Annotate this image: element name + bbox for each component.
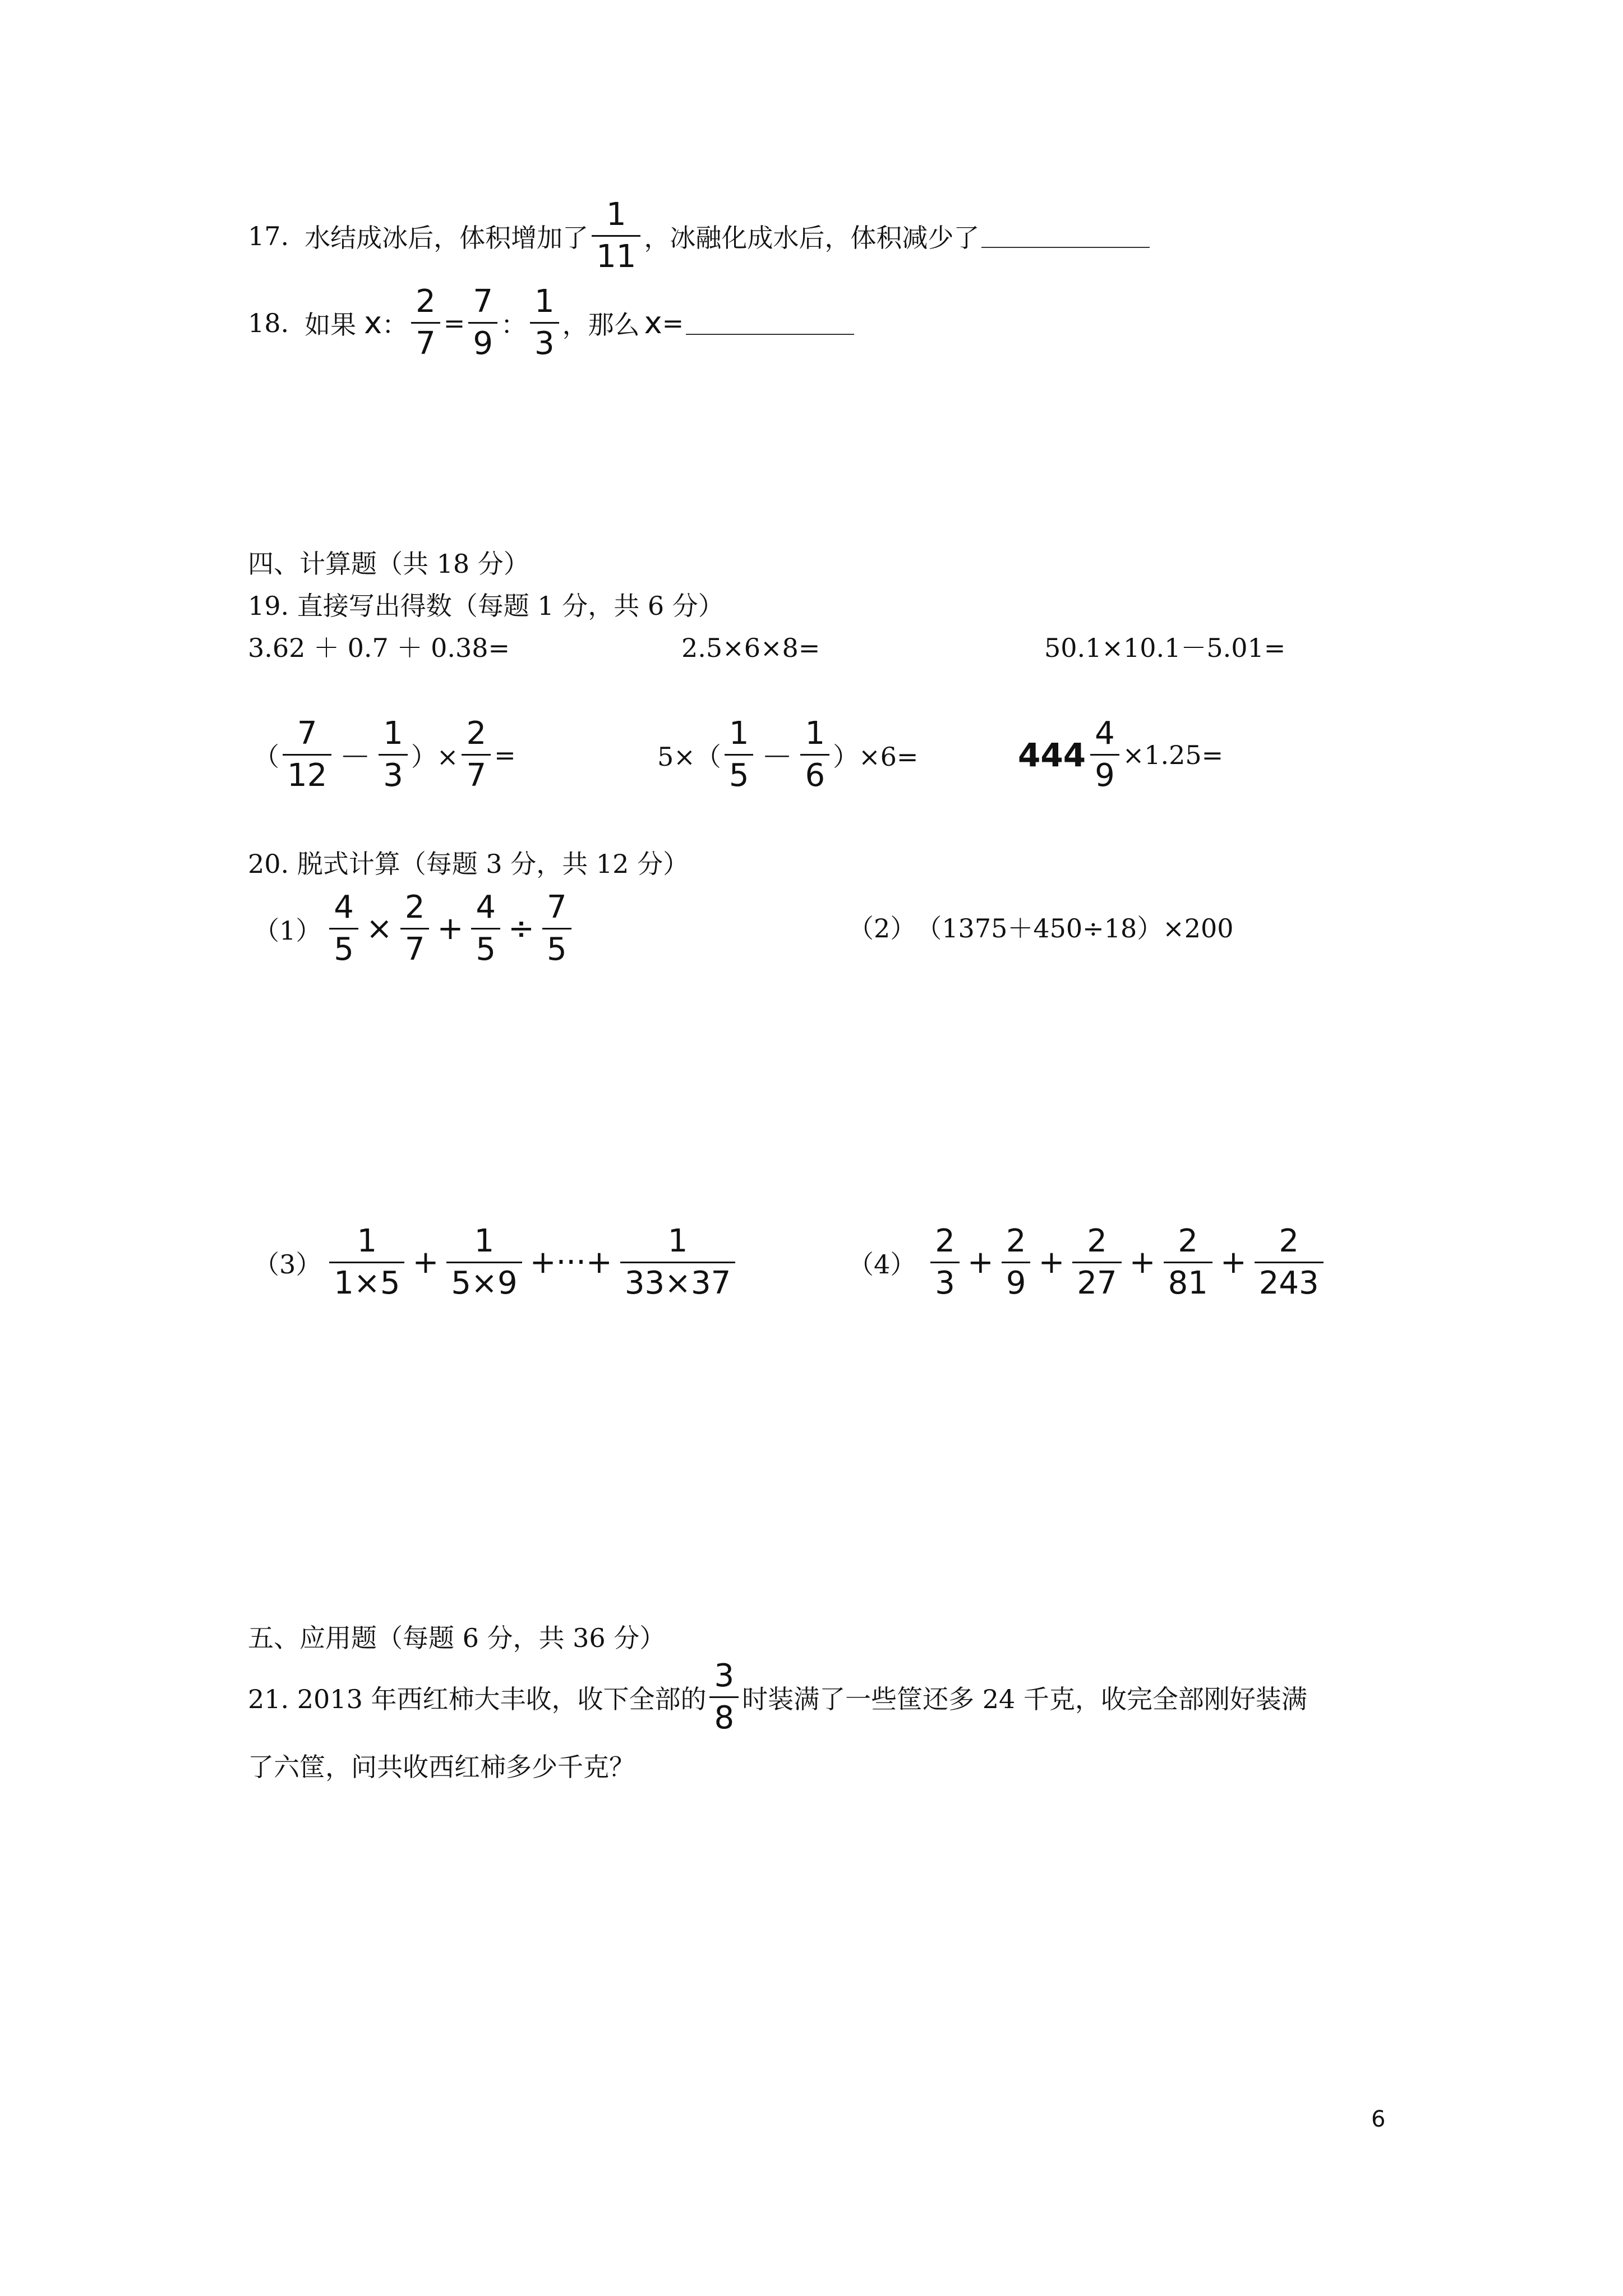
- question-21-continued: 了六筐，问共收西红柿多少千克？: [248, 1752, 635, 1782]
- expression: 50.1×10.1－5.01=: [1044, 633, 1286, 663]
- fraction: $\frac{4}{9}$: [1090, 718, 1119, 792]
- mixed-number-whole: 444: [1018, 735, 1086, 774]
- answer-blank[interactable]: [981, 224, 1150, 248]
- question-number: 17.: [248, 220, 289, 251]
- section-heading: 四、计算题（共 18 分）: [248, 549, 529, 579]
- question-text: ，冰融化成水后，体积减少了: [644, 222, 980, 253]
- fraction: $\frac{1}{3}$: [379, 718, 408, 792]
- question-19-title: 19. 直接写出得数（每题 1 分，共 6 分）: [248, 591, 724, 621]
- problem-1: （1） $\frac{4}{5}$ × $\frac{2}{7}$ + $\frac{4}{5}$ ÷ $\frac{7}{5}$: [253, 892, 575, 965]
- fraction: $\frac{1}{1\times 5}$: [329, 1226, 404, 1299]
- fraction: $\frac{2}{243}$: [1255, 1226, 1324, 1299]
- expression: 5×（ $\frac{1}{5}$ － $\frac{1}{6}$ ）×6=: [657, 715, 919, 794]
- fraction: $\frac{7}{9}$: [468, 286, 497, 360]
- fraction: $\frac{3}{8}$: [709, 1660, 739, 1734]
- problem-2: （2） （1375＋450÷18）×200: [848, 913, 1234, 944]
- expression: （ $\frac{7}{12}$ － $\frac{1}{3}$ ）× $\frac{2}{7}$ =: [253, 715, 516, 794]
- fraction: $\frac{4}{5}$: [329, 892, 358, 965]
- variable-x: x: [644, 305, 662, 341]
- fraction: $\frac{4}{5}$: [471, 892, 500, 965]
- fraction: $\frac{7}{12}$: [283, 718, 331, 792]
- expression: 3.62 ＋ 0.7 ＋ 0.38=: [248, 633, 510, 663]
- question-18: 18. 如果 x ： $\frac{2}{7}$ = $\frac{7}{9}$ ： $\frac{1}{3}$ ，那么 x =: [248, 286, 854, 360]
- question-text: 水结成冰后，体积增加了: [305, 222, 589, 253]
- question-21: 21. 2013 年西红柿大丰收，收下全部的 $\frac{3}{8}$ 时装满了一些筐还多 24 千克，收完全部刚好装满: [248, 1658, 1307, 1736]
- fraction: $\frac{1}{5\times 9}$: [446, 1226, 522, 1299]
- fraction: $\frac{1}{3}$: [530, 286, 559, 360]
- problem-3: （3） $\frac{1}{1\times 5}$ + $\frac{1}{5\times 9}$ +···+ $\frac{1}{33\times 37}$: [253, 1226, 739, 1299]
- fraction: $\frac{1}{6}$: [800, 718, 829, 792]
- fraction: $\frac{2}{7}$: [400, 892, 430, 965]
- fraction: $\frac{1}{33\times 37}$: [620, 1226, 735, 1299]
- question-number: 18.: [248, 307, 289, 338]
- expression: 2.5×6×8=: [681, 633, 820, 663]
- question-20-title: 20. 脱式计算（每题 3 分，共 12 分）: [248, 849, 689, 879]
- fraction: $\frac{2}{81}$: [1164, 1226, 1212, 1299]
- fraction: $\frac{2}{7}$: [462, 718, 491, 792]
- section-heading: 五、应用题（每题 6 分，共 36 分）: [248, 1623, 666, 1653]
- fraction: $\frac{2}{27}$: [1072, 1226, 1121, 1299]
- fraction: $\frac{1}{5}$: [725, 718, 754, 792]
- fraction: $\frac{1}{11}$: [592, 199, 640, 273]
- variable-x: x: [364, 305, 382, 341]
- expression: 444 $\frac{4}{9}$ ×1.25=: [1018, 715, 1224, 794]
- fraction: $\frac{2}{3}$: [930, 1226, 960, 1299]
- fraction: $\frac{7}{5}$: [542, 892, 571, 965]
- page-number: 6: [1371, 2106, 1386, 2132]
- answer-blank[interactable]: [686, 311, 854, 335]
- question-17: [248, 196, 1150, 275]
- problem-4: （4） $\frac{2}{3}$ + $\frac{2}{9}$ + $\frac{2}{27}$ + $\frac{2}{81}$ + $\frac{2}{243}$: [848, 1226, 1327, 1299]
- fraction: $\frac{2}{7}$: [411, 286, 440, 360]
- fraction: $\frac{2}{9}$: [1002, 1226, 1031, 1299]
